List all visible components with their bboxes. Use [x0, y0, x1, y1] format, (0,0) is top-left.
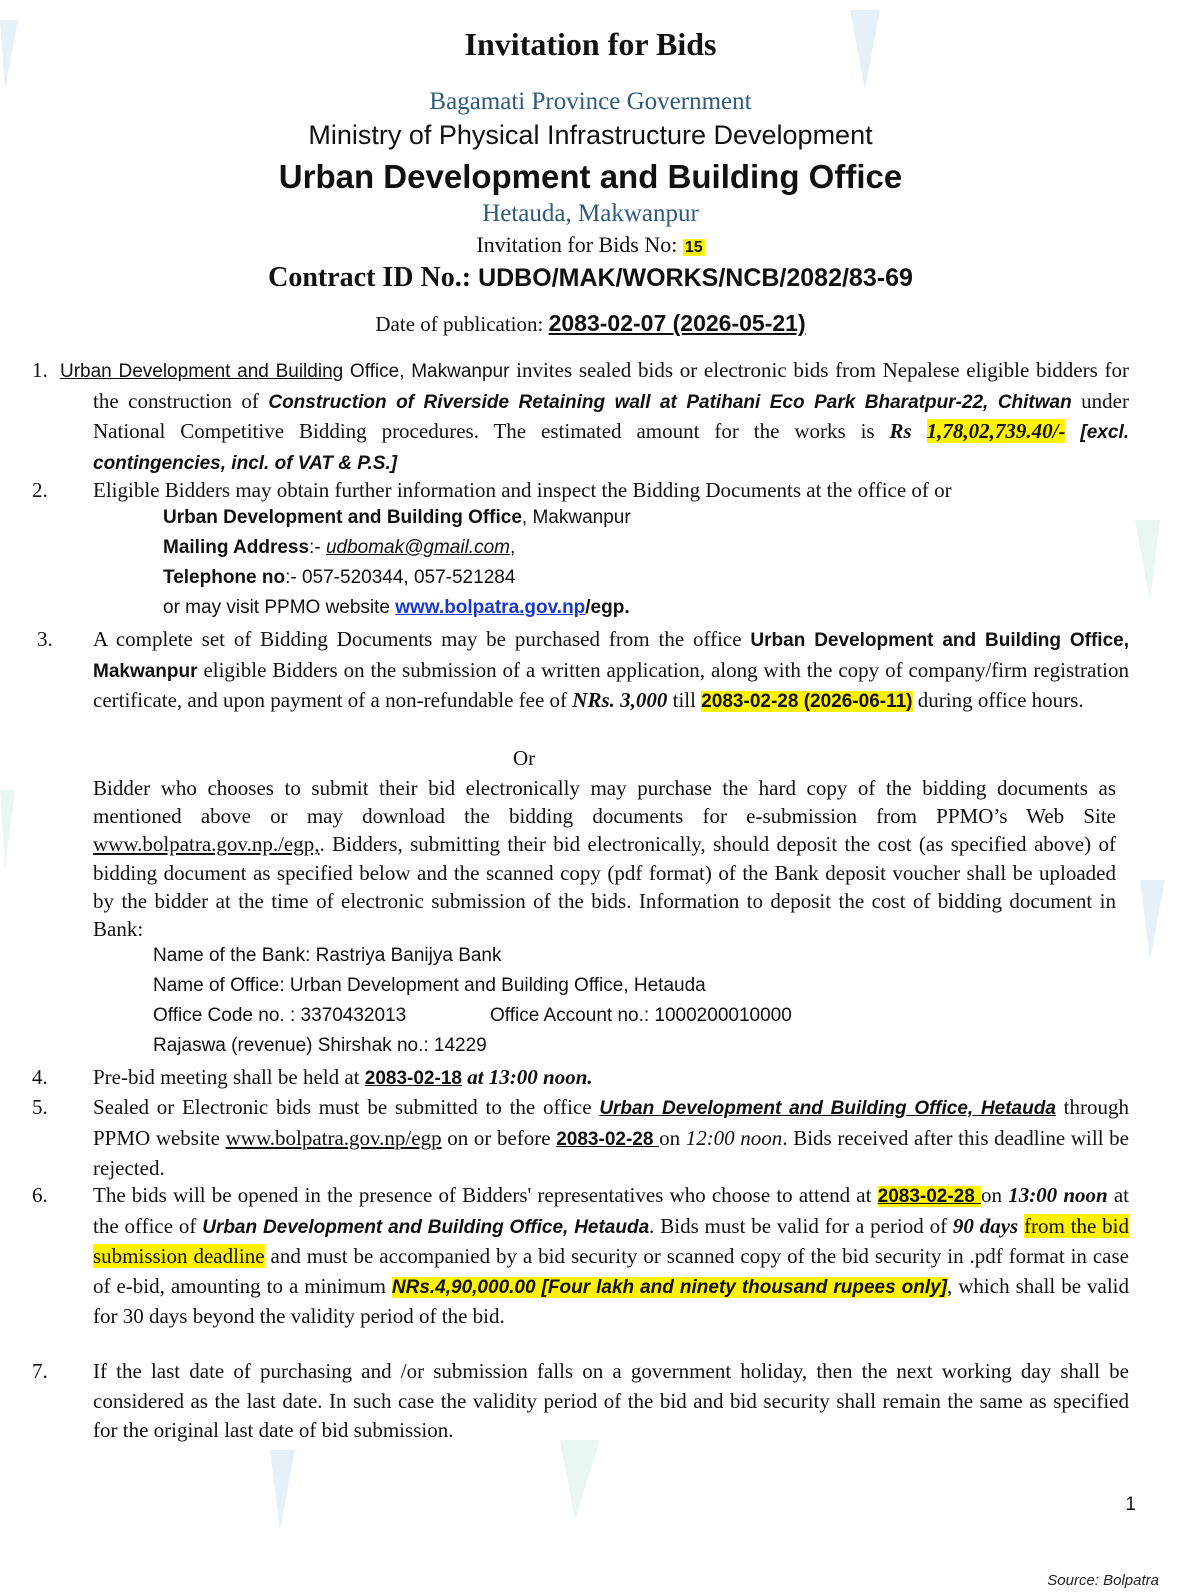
contract-id: UDBO/MAK/WORKS/NCB/2082/83-69: [478, 264, 913, 292]
publication-date-line: [0, 310, 1181, 337]
contract-label: Contract ID No.:: [268, 262, 472, 293]
item-number: 3.: [37, 627, 53, 651]
telephone: Telephone no:- 057-520344, 057-521284: [163, 567, 516, 588]
item-number: 4.: [32, 1065, 48, 1089]
pre-bid-time: at 13:00 noon.: [461, 1065, 593, 1089]
email-link[interactable]: udbomak@gmail.com: [325, 537, 510, 558]
opening-date: 2083-02-28: [877, 1186, 982, 1207]
mailing-address: Mailing Address:- udbomak@gmail.com,: [163, 537, 516, 558]
bolpatra-link[interactable]: www.bolpatra.gov.np./egp,: [93, 832, 320, 857]
submission-date: 2083-02-28: [556, 1128, 660, 1150]
contract-id-line: [0, 262, 1181, 294]
contact-office: Urban Development and Building Office, Makwanpur: [163, 507, 631, 528]
bank-office-name: Name of Office: Urban Development and Building Office, Hetauda: [153, 975, 706, 996]
ministry-name: Ministry of Physical Infrastructure Development: [308, 120, 873, 150]
item-text: Eligible Bidders may obtain further information and inspect the Bidding Documents at the office of or: [93, 478, 952, 502]
bank-name: Name of the Bank: Rastriya Banijya Bank: [153, 945, 502, 966]
ifb-label: Invitation for Bids No:: [476, 232, 678, 257]
validity-days: 90 days: [952, 1213, 1019, 1238]
page-number: 1: [1125, 1494, 1136, 1515]
validity-from: from the bid submission deadline: [93, 1213, 1130, 1269]
item-text: Pre-bid meeting shall be held at 2083-02-18 at 13:00 noon.: [93, 1065, 593, 1089]
publication-label: Date of publication:: [375, 312, 544, 336]
submission-office: Urban Development and Building Office, Hetauda: [599, 1098, 1056, 1119]
item-text: Sealed or Electronic bids must be submitted to the office Urban Development and Building Office, Hetauda through PPMO website www.bolpatra.gov.np/egp on or before 2083-02-28 on 12:00 noon. Bids received after this deadline will be rejected.: [93, 1095, 1129, 1181]
item-number: 7.: [32, 1359, 48, 1383]
office-name-bold: Urban Development and Building Office, Makwanpur: [93, 630, 1130, 682]
ifb-number-line: [0, 232, 1181, 258]
purchase-deadline: 2083-02-28 (2026-06-11): [701, 691, 913, 713]
bid-security-amount: NRs.4,90,000.00 [Four lakh and ninety thousand rupees only]: [391, 1276, 948, 1298]
source-credit: Source: Bolpatra: [1047, 1572, 1159, 1589]
project-name: Construction of Riverside Retaining wall at Patihani Eco Park Bharatpur-22, Chitwan: [268, 391, 1072, 413]
website-link[interactable]: www.bolpatra.gov.np: [395, 597, 586, 618]
office-link-text: Urban Development and Building: [60, 361, 344, 382]
pre-bid-date: 2083-02-18: [364, 1068, 462, 1089]
publication-date: 2083-02-07 (2026-05-21): [548, 310, 806, 336]
item-number: 1.: [32, 358, 48, 382]
submission-time: 12:00 noon: [685, 1125, 783, 1150]
estimated-amount: 1,78,02,739.40/-: [926, 419, 1066, 444]
ifb-number: 15: [684, 239, 703, 256]
opening-time: 13:00 noon: [1008, 1183, 1108, 1207]
ppmo-website: or may visit PPMO website www.bolpatra.gov.np/egp.: [163, 597, 630, 618]
egp-link[interactable]: www.bolpatra.gov.np/egp: [225, 1125, 442, 1150]
item-text: If the last date of purchasing and /or submission falls on a government holiday, then the next working day shall be considered as the last date. In such case the validity period of the bid and bid security shall remain the same as specified for the original last date of bid submission.: [93, 1359, 1129, 1443]
item-text: A complete set of Bidding Documents may be purchased from the office Urban Development and Building Office, Makwanpur eligible Bidders on the submission of a written application, along with the copy of company/firm registration certificate, and upon payment of a non-refundable fee of NRs. 3,000 till 2083-02-28 (2026-06-11) during office hours.: [93, 627, 1130, 713]
office-location: Hetauda, Makwanpur: [482, 200, 699, 227]
item-text: The bids will be opened in the presence of Bidders' representatives who choose to attend at 2083-02-28 on 13:00 noon at the office of Urban Development and Building Office, Hetauda. Bids must be valid for a period of 90 days from the bid submission deadline and must be accompanied by a bid security or scanned copy of the bid security in .pdf format in case of e-bid, amounting to a minimum NRs.4,90,000.00 [Four lakh and ninety thousand rupees only], which shall be valid for 30 days beyond the validity period of the bid.: [93, 1183, 1130, 1329]
opening-office: Urban Development and Building Office, Hetauda: [202, 1216, 650, 1238]
item-text: Urban Development and Building Office, Makwanpur invites sealed bids or electronic bids from Nepalese eligible bidders for the construction of Construction of Riverside Retaining wall at Patihani Eco Park Bharatpur-22, Chitwan under National Competitive Bidding procedures. The estimated amount for the works is Rs 1,78,02,739.40/- [excl. contingencies, incl. of VAT & P.S.]: [60, 358, 1130, 474]
item-number: 6.: [32, 1183, 48, 1207]
page-title: Invitation for Bids: [464, 26, 717, 62]
item-number: 2.: [32, 478, 48, 502]
document-fee: NRs. 3,000: [572, 688, 668, 713]
or-separator: Or: [513, 746, 536, 770]
office-account: Office Account no.: 1000200010000: [490, 1005, 792, 1026]
office-name: Urban Development and Building Office: [278, 158, 903, 195]
office-code: Office Code no. : 3370432013: [153, 1005, 407, 1026]
office-text: Office, Makwanpur: [343, 361, 510, 382]
item-text: Bidder who chooses to submit their bid electronically may purchase the hard copy of the bidding documents as mentioned above or may download the bidding documents for e-submission from PPMO’s Web Site www.bolpatra.gov.np./egp,. Bidders, submitting their bid electronically, should deposit the cost (as specified above) of bidding document as specified below and the scanned copy (pdf format) of the Bank deposit voucher shall be uploaded by the bidder at the time of electronic submission of the bids. Information to deposit the cost of bidding document in Bank:: [93, 776, 1116, 942]
rajaswa-code: Rajaswa (revenue) Shirshak no.: 14229: [153, 1035, 487, 1056]
item-number: 5.: [32, 1095, 48, 1119]
province-name: Bagamati Province Government: [429, 88, 752, 115]
